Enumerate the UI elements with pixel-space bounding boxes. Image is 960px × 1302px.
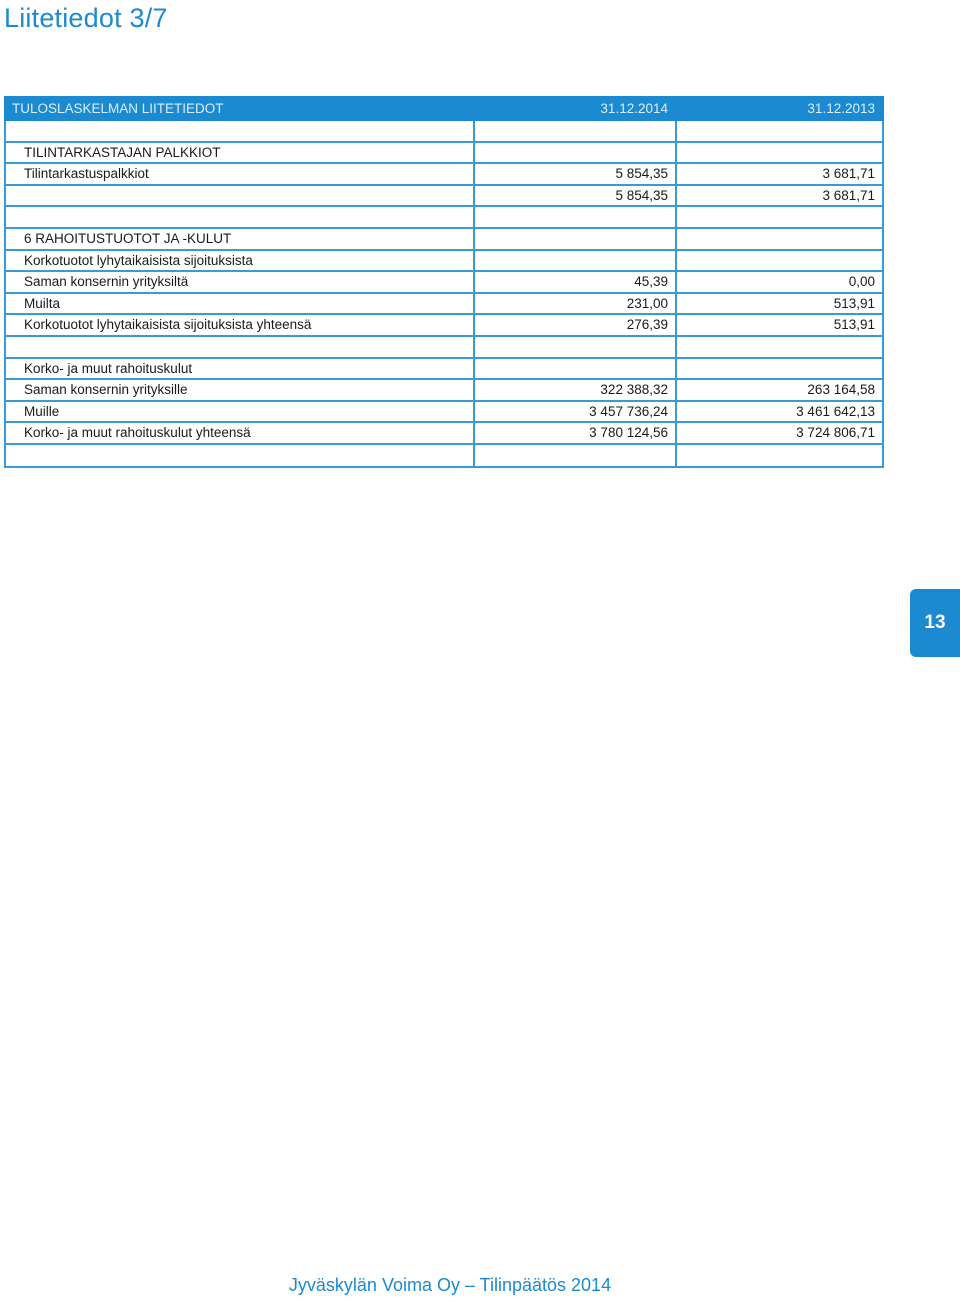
page-number-badge: 13 [910, 589, 960, 657]
table-row [5, 163, 883, 185]
table-row [5, 120, 883, 142]
table-row [5, 206, 883, 228]
row-value-2014: 3 780 124,56 [474, 422, 676, 444]
row-value-2014 [474, 358, 676, 380]
row-value-2013: 3 681,71 [676, 163, 883, 185]
row-value-2013: 263 164,58 [676, 379, 883, 401]
row-value-2013: 0,00 [676, 271, 883, 293]
row-value-2014 [474, 336, 676, 358]
row-value-2013 [676, 336, 883, 358]
row-value-2013: 513,91 [676, 293, 883, 315]
header-col-2014: 31.12.2014 [474, 97, 676, 120]
row-label: Korko- ja muut rahoituskulut [5, 358, 474, 380]
row-value-2013 [676, 250, 883, 272]
table-row [5, 228, 883, 250]
table-row [5, 142, 883, 164]
row-value-2014: 231,00 [474, 293, 676, 315]
row-value-2013 [676, 142, 883, 164]
row-value-2014: 276,39 [474, 314, 676, 336]
row-value-2013 [676, 444, 883, 467]
row-label [5, 444, 474, 467]
row-label: Tilintarkastuspalkkiot [5, 163, 474, 185]
header-label: TULOSLASKELMAN LIITETIEDOT [5, 97, 474, 120]
row-label [5, 185, 474, 207]
row-value-2013: 3 681,71 [676, 185, 883, 207]
row-label: 6 RAHOITUSTUOTOT JA -KULUT [5, 228, 474, 250]
row-label [5, 120, 474, 142]
table-row [5, 336, 883, 358]
row-value-2013: 3 461 642,13 [676, 401, 883, 423]
row-label: Saman konsernin yrityksille [5, 379, 474, 401]
footer-text: Jyväskylän Voima Oy – Tilinpäätös 2014 [288, 1275, 612, 1295]
table-row [5, 185, 883, 207]
row-value-2013 [676, 228, 883, 250]
header-col-2013: 31.12.2013 [676, 97, 883, 120]
row-label: Korko- ja muut rahoituskulut yhteensä [5, 422, 474, 444]
income-statement-notes-table [4, 96, 884, 468]
row-label: Korkotuotot lyhytaikaisista sijoituksista yhteensä [5, 314, 474, 336]
table-row [5, 358, 883, 380]
table-row [5, 293, 883, 315]
row-label: Korkotuotot lyhytaikaisista sijoituksista [5, 250, 474, 272]
row-value-2014 [474, 142, 676, 164]
row-value-2013 [676, 206, 883, 228]
row-label [5, 336, 474, 358]
table-row [5, 250, 883, 272]
row-label: TILINTARKASTAJAN PALKKIOT [5, 142, 474, 164]
row-value-2014: 45,39 [474, 271, 676, 293]
row-value-2013: 3 724 806,71 [676, 422, 883, 444]
row-value-2014: 5 854,35 [474, 185, 676, 207]
row-value-2014 [474, 206, 676, 228]
row-value-2013 [676, 358, 883, 380]
row-value-2014: 322 388,32 [474, 379, 676, 401]
row-value-2013: 513,91 [676, 314, 883, 336]
row-label [5, 206, 474, 228]
table-row [5, 422, 883, 444]
row-label: Muilta [5, 293, 474, 315]
table-row [5, 379, 883, 401]
row-value-2014: 5 854,35 [474, 163, 676, 185]
row-value-2014 [474, 228, 676, 250]
table-row [5, 444, 883, 467]
table-row [5, 401, 883, 423]
table-header-row [5, 97, 883, 120]
row-value-2014: 3 457 736,24 [474, 401, 676, 423]
row-value-2013 [676, 120, 883, 142]
page-title: Liitetiedot 3/7 [4, 3, 168, 33]
row-label: Muille [5, 401, 474, 423]
row-value-2014 [474, 250, 676, 272]
row-value-2014 [474, 444, 676, 467]
row-label: Saman konsernin yrityksiltä [5, 271, 474, 293]
row-value-2014 [474, 120, 676, 142]
table-row [5, 314, 883, 336]
table-row [5, 271, 883, 293]
